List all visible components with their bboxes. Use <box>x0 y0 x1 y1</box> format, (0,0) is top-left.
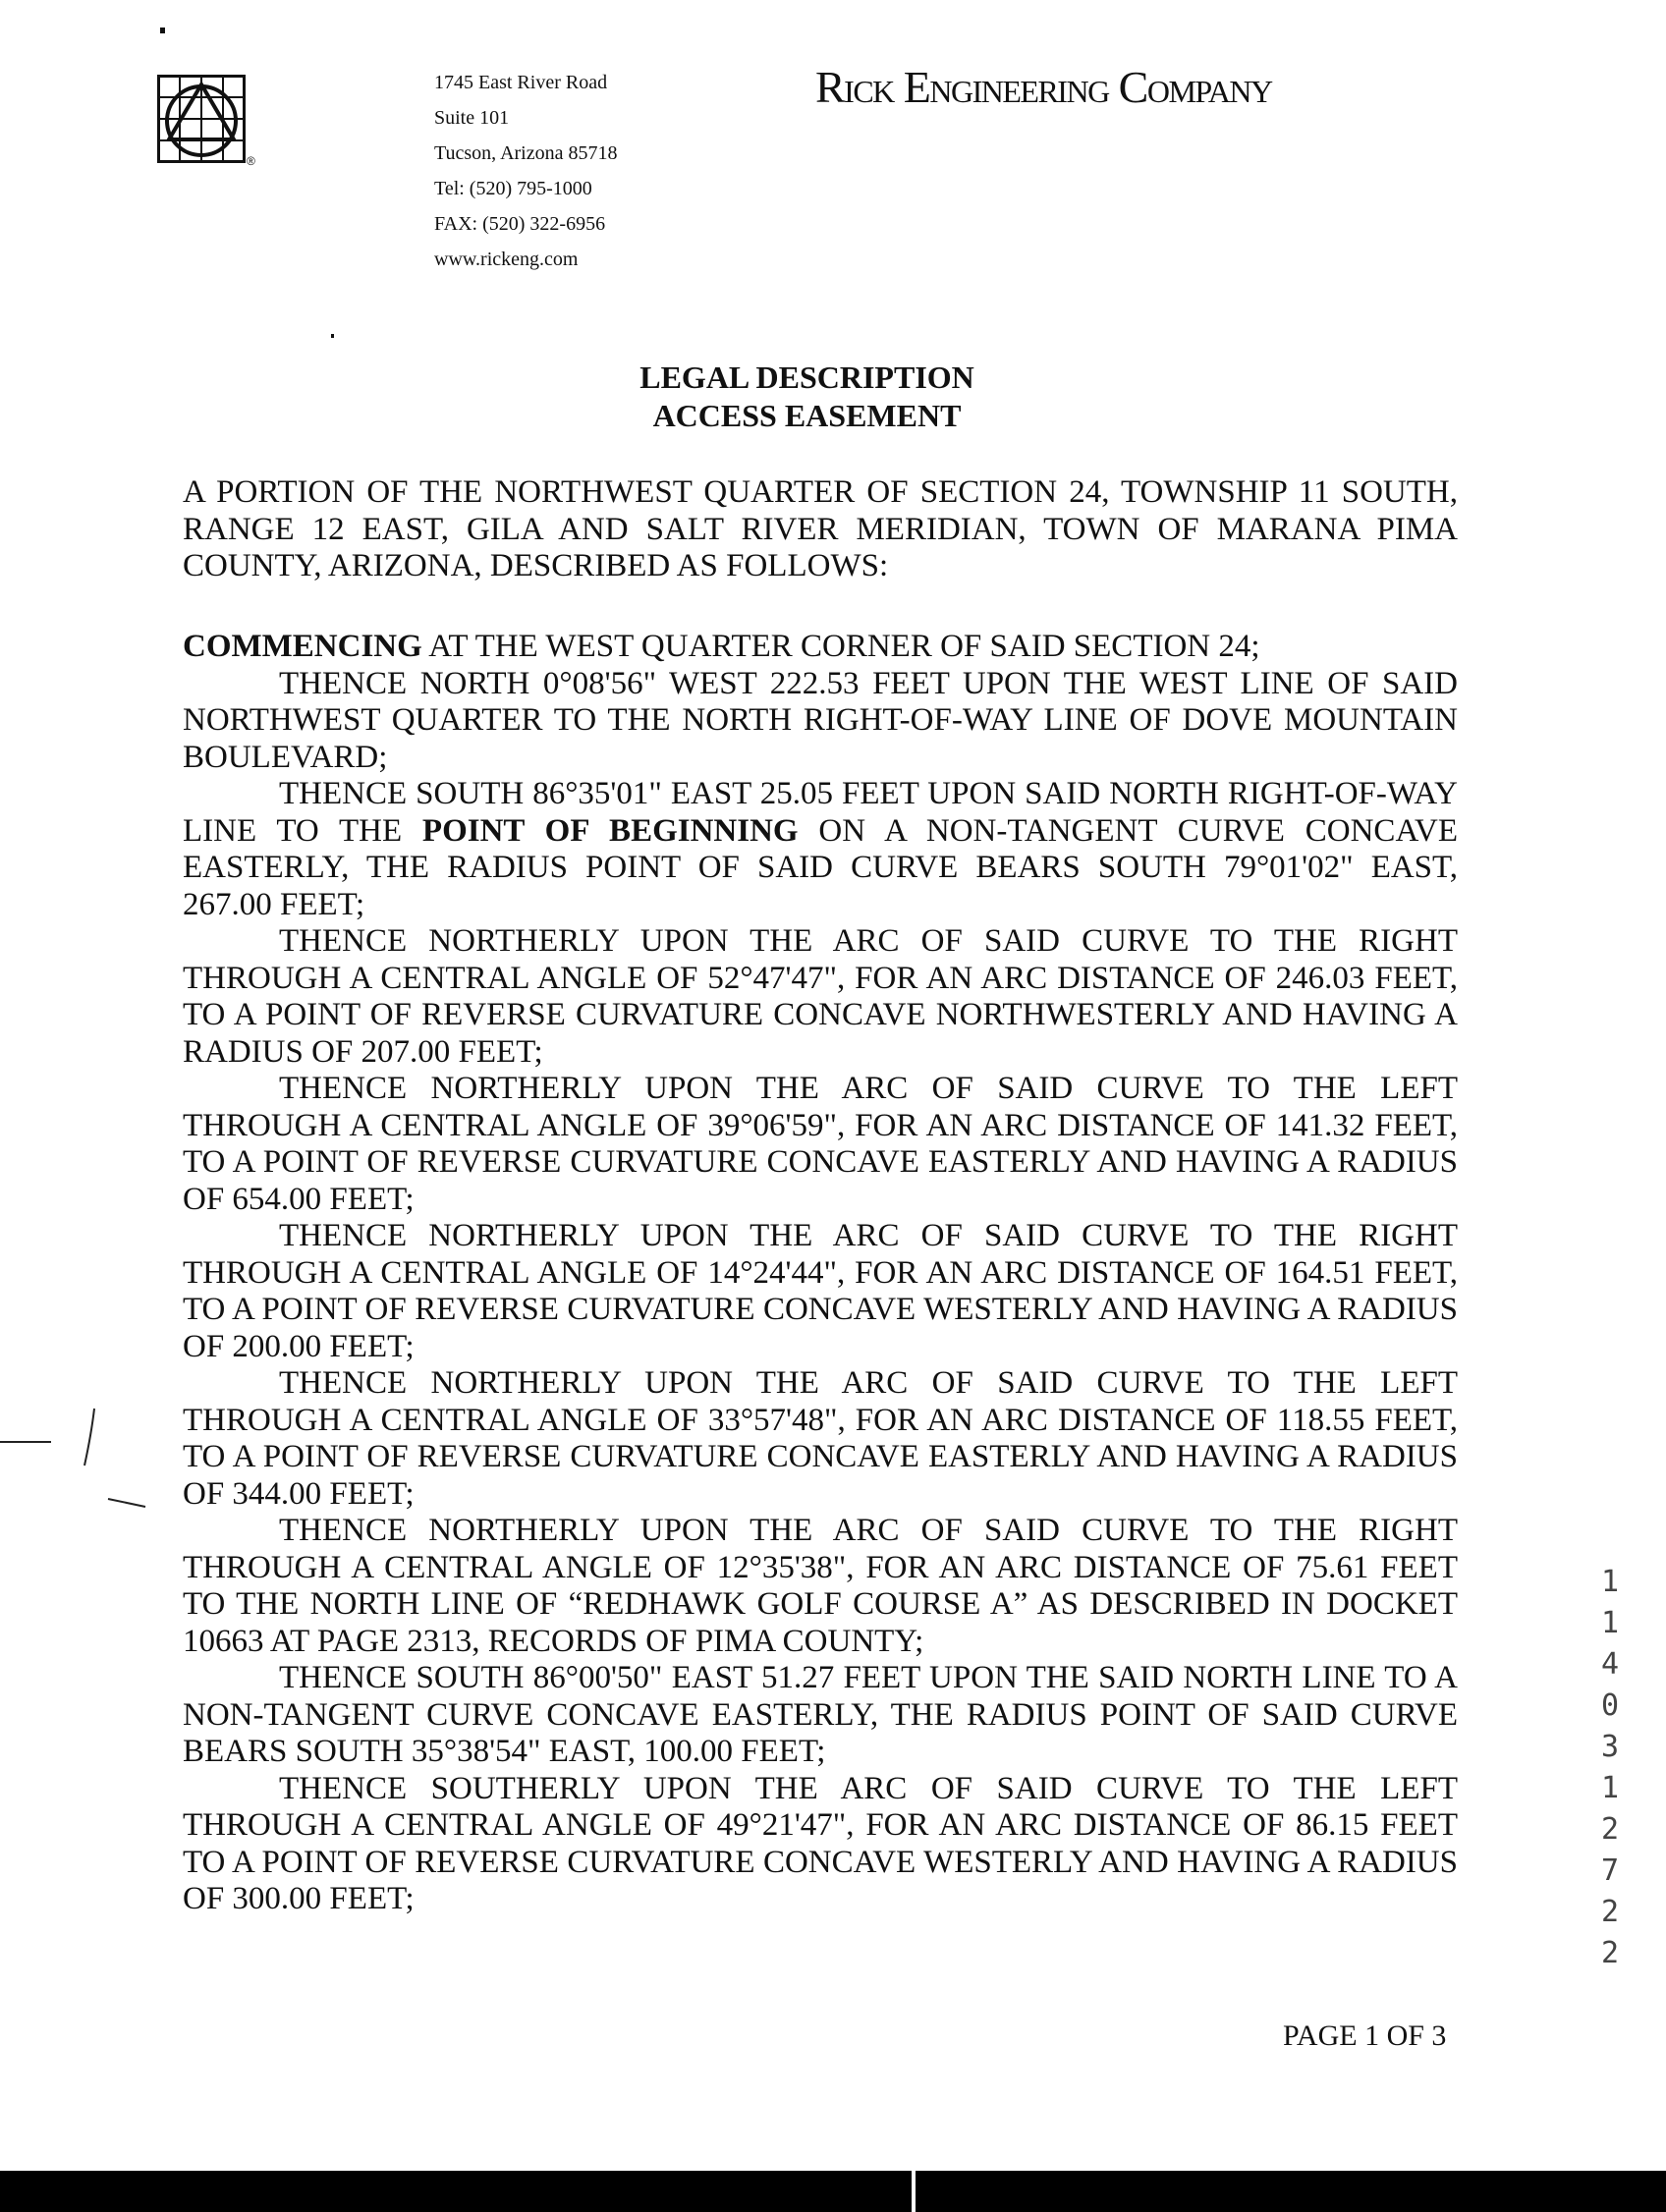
company-logo-icon <box>157 75 246 163</box>
company-address <box>434 65 617 277</box>
company-name: Rick Engineering Company <box>815 62 1272 112</box>
address-fax: FAX: (520) 322-6956 <box>434 213 606 235</box>
course-paragraph: THENCE NORTHERLY UPON THE ARC OF SAID CURVE TO THE RIGHT THROUGH A CENTRAL ANGLE OF 14°24'44", FOR AN ARC DISTANCE OF 164.51 FEET, TO A POINT OF REVERSE CURVATURE CONCAVE WESTERLY AND HAVING A RADIUS OF 200.00 FEET; <box>183 1218 1458 1364</box>
commencing-label: COMMENCING <box>183 629 422 664</box>
document-title: LEGAL DESCRIPTION <box>639 359 974 395</box>
intro-paragraph: A PORTION OF THE NORTHWEST QUARTER OF SECTION 24, TOWNSHIP 11 SOUTH, RANGE 12 EAST, GILA AND SALT RIVER MERIDIAN, TOWN OF MARANA PIMA COUNTY, ARIZONA, DESCRIBED AS FOLLOWS: <box>183 474 1458 583</box>
address-phone: Tel: (520) 795-1000 <box>434 178 592 199</box>
point-of-beginning-label: POINT OF BEGINNING <box>421 812 799 849</box>
scan-speck <box>160 28 165 33</box>
course-text: THENCE SOUTH 86°35'01" EAST 25.05 FEET UPON SAID NORTH RIGHT-OF-WAY LINE TO THE <box>183 776 1458 849</box>
scan-border-gap <box>912 2171 916 2212</box>
course-paragraph <box>183 776 1458 923</box>
course-paragraph: THENCE NORTHERLY UPON THE ARC OF SAID CURVE TO THE LEFT THROUGH A CENTRAL ANGLE OF 39°06'59", FOR AN ARC DISTANCE OF 141.32 FEET, TO A POINT OF REVERSE CURVATURE CONCAVE EASTERLY AND HAVING A RADIUS OF 654.00 FEET; <box>183 1071 1458 1217</box>
course-paragraph: THENCE SOUTHERLY UPON THE ARC OF SAID CURVE TO THE LEFT THROUGH A CENTRAL ANGLE OF 49°21'47", FOR AN ARC DISTANCE OF 86.15 FEET TO A POINT OF REVERSE CURVATURE CONCAVE WESTERLY AND HAVING A RADIUS OF 300.00 FEET; <box>183 1770 1458 1916</box>
margin-pen-mark <box>0 1405 157 1522</box>
address-website: www.rickeng.com <box>434 249 579 270</box>
commencing-text: AT THE WEST QUARTER CORNER OF SAID SECTION 24; <box>421 629 1260 664</box>
course-paragraph: THENCE NORTHERLY UPON THE ARC OF SAID CURVE TO THE LEFT THROUGH A CENTRAL ANGLE OF 33°57'48", FOR AN ARC DISTANCE OF 118.55 FEET, TO A POINT OF REVERSE CURVATURE CONCAVE EASTERLY AND HAVING A RADIUS OF 344.00 FEET; <box>183 1365 1458 1512</box>
scan-border <box>0 2171 1666 2212</box>
scan-speck <box>331 334 334 338</box>
docket-stamp: 11403 12722 <box>1600 1565 1620 1970</box>
document-subtitle: ACCESS EASEMENT <box>652 398 962 433</box>
course-paragraph: THENCE NORTH 0°08'56" WEST 222.53 FEET UPON THE WEST LINE OF SAID NORTHWEST QUARTER TO THE NORTH RIGHT-OF-WAY LINE OF DOVE MOUNTAIN BOULEVARD; <box>183 665 1458 775</box>
course-paragraph: THENCE SOUTH 86°00'50" EAST 51.27 FEET UPON THE SAID NORTH LINE TO A NON-TANGENT CURVE CONCAVE EASTERLY, THE RADIUS POINT OF SAID CURVE BEARS SOUTH 35°38'54" EAST, 100.00 FEET; <box>183 1660 1458 1769</box>
course-paragraph: THENCE NORTHERLY UPON THE ARC OF SAID CURVE TO THE RIGHT THROUGH A CENTRAL ANGLE OF 52°47'47", FOR AN ARC DISTANCE OF 246.03 FEET, TO A POINT OF REVERSE CURVATURE CONCAVE NORTHWESTERLY AND HAVING A RADIUS OF 207.00 FEET; <box>183 923 1458 1070</box>
course-text: ON A NON-TANGENT CURVE CONCAVE EASTERLY, THE RADIUS POINT OF SAID CURVE BEARS SOUTH 79°01'02" EAST, 267.00 FEET; <box>183 812 1459 922</box>
page-number: PAGE 1 OF 3 <box>1283 2019 1447 2052</box>
legal-description <box>183 629 1458 1918</box>
registered-mark: ® <box>247 154 255 168</box>
commencing-paragraph <box>183 629 1458 666</box>
address-city: Tucson, Arizona 85718 <box>434 142 618 164</box>
address-suite: Suite 101 <box>434 107 510 129</box>
course-paragraph: THENCE NORTHERLY UPON THE ARC OF SAID CURVE TO THE RIGHT THROUGH A CENTRAL ANGLE OF 12°35'38", FOR AN ARC DISTANCE OF 75.61 FEET TO THE NORTH LINE OF “REDHAWK GOLF COURSE A” AS DESCRIBED IN DOCKET 10663 AT PAGE 2313, RECORDS OF PIMA COUNTY; <box>183 1513 1458 1659</box>
address-street: 1745 East River Road <box>434 72 608 93</box>
